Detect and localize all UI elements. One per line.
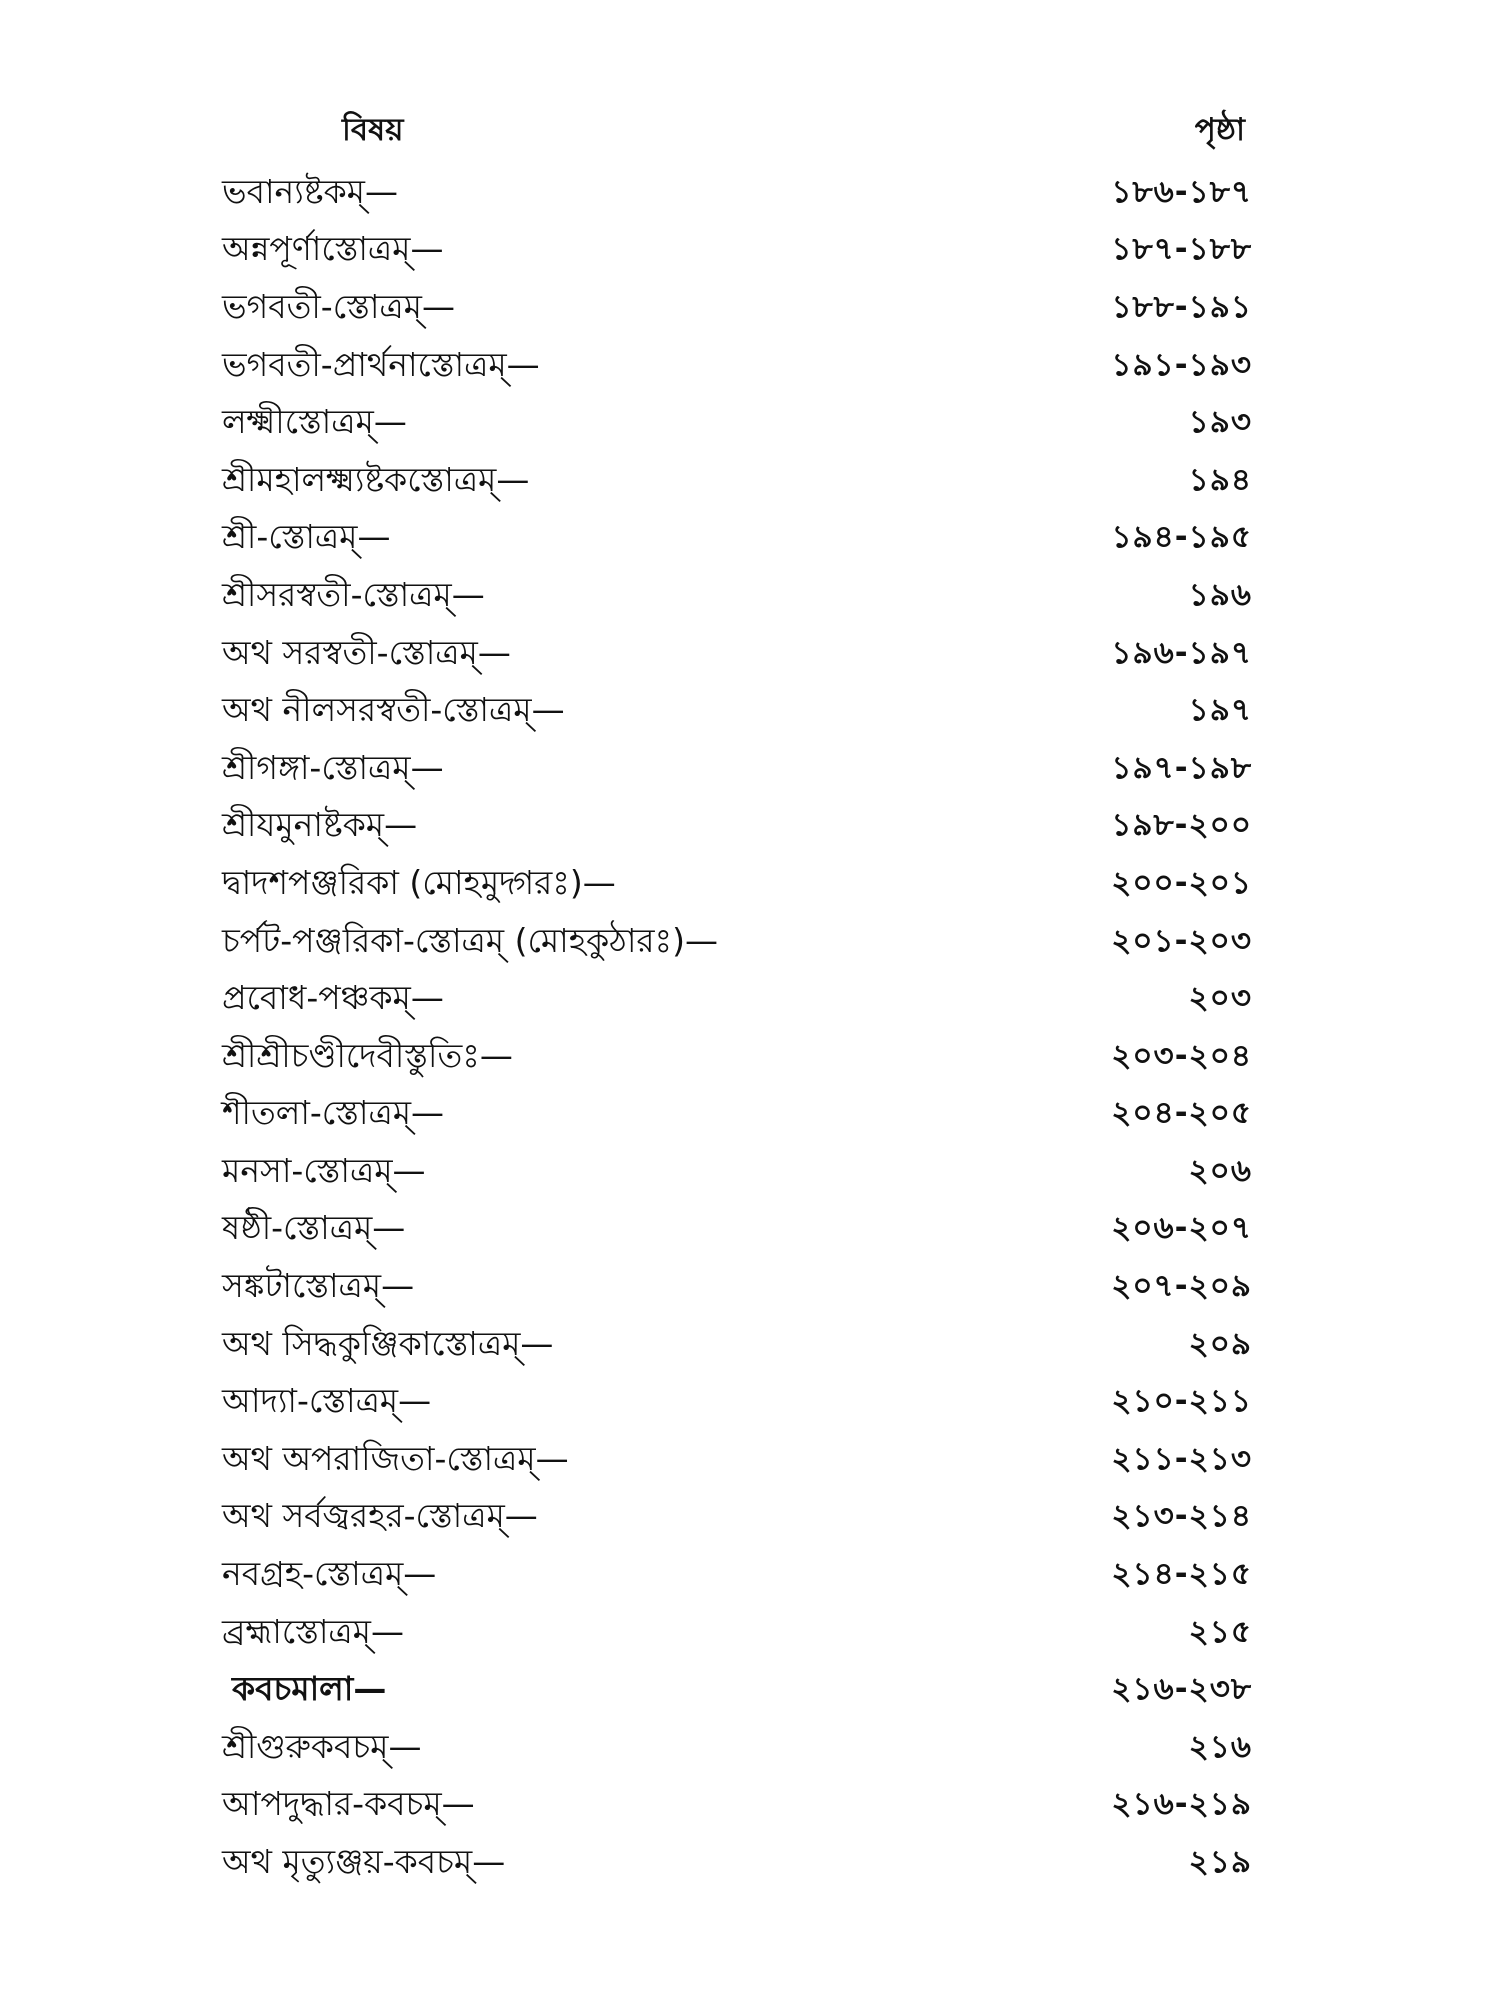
toc-entry-pages: ২১৫ [1188,1613,1252,1650]
toc-entry-pages: ২১৬-২১৯ [1111,1786,1252,1823]
toc-entry-title: ষষ্ঠী-স্তোত্রম্— [222,1208,406,1248]
toc-entry-title: অথ সর্বজ্বরহর-স্তোত্রম্— [222,1496,538,1536]
toc-section-row [222,1662,1252,1720]
toc-entry-title: দ্বাদশপঞ্জরিকা (মোহমুদ্গরঃ)— [222,862,616,902]
toc-entry-title: সঙ্কটাস্তোত্রম্— [222,1266,415,1306]
toc-entry-pages: ২০৬ [1188,1152,1252,1189]
toc-entry-pages: ২০৩ [1188,980,1252,1017]
toc-entry-title: অথ অপরাজিতা-স্তোত্রম্— [222,1438,569,1478]
toc-entry-title: শ্রীগুরুকবচম্— [222,1726,422,1766]
toc-entry-pages: ১৮৭-১৮৮ [1111,231,1252,268]
toc-entry-title: লক্ষ্মীস্তোত্রম্— [222,402,407,442]
toc-entry-pages: ১৯৬-১৯৭ [1111,634,1252,671]
toc-entry-pages: ২০৯ [1188,1325,1252,1362]
toc-entry-row [222,1720,1252,1778]
toc-entry-pages: ২০৩-২০৪ [1111,1037,1252,1074]
toc-entry-title: অন্নপূর্ণাস্তোত্রম্— [222,229,444,269]
subject-column-heading: বিষয় [342,112,404,148]
toc-entry-row [222,1547,1252,1605]
toc-entry-title: আদ্যা-স্তোত্রম্— [222,1381,432,1421]
toc-entry-title: নবগ্রহ-স্তোত্রম্— [222,1554,437,1594]
toc-header [0,98,1500,158]
toc-entry-title: শ্রীশ্রীচণ্ডীদেবীস্তুতিঃ— [222,1035,513,1075]
toc-entry-title: ভগবতী-প্রার্থনাস্তোত্রম্— [222,344,540,384]
toc-entry-title: প্রবোধ-পঞ্চকম্— [222,978,444,1018]
toc-entry-pages: ১৯৭ [1188,692,1252,729]
toc-entry-row [222,395,1252,453]
toc-entry-row [222,338,1252,396]
toc-entry-pages: ১৯৭-১৯৮ [1111,749,1252,786]
toc-entry-row [222,511,1252,569]
toc-entry-title: অথ মৃত্যুঞ্জয়-কবচম্— [222,1842,506,1882]
toc-entry-title: শ্রীযমুনাষ্টকম্— [222,805,418,845]
toc-entry-pages: ২১০-২১১ [1111,1383,1252,1420]
toc-entry-title: ভবান্যষ্টকম্— [222,171,398,211]
toc-entry-pages: ১৯৪-১৯৫ [1111,519,1252,556]
toc-entry-row [222,1029,1252,1087]
toc-entry-title: আপদুদ্ধার-কবচম্— [222,1784,475,1824]
toc-entry-pages: ১৯৬ [1188,576,1252,613]
toc-entry-title: অথ সিদ্ধকুঞ্জিকাস্তোত্রম্— [222,1323,554,1363]
toc-entry-row [222,914,1252,972]
toc-entry-row [222,626,1252,684]
toc-entry-title: শ্রী-স্তোত্রম্— [222,517,391,557]
toc-entry-title: মনসা-স্তোত্রম্— [222,1150,426,1190]
toc-entry-pages: ১৮৮-১৯১ [1111,288,1252,325]
toc-entry-row [222,971,1252,1029]
toc-entry-pages: ১৯১-১৯৩ [1111,346,1252,383]
toc-entry-pages: ২০৪-২০৫ [1111,1095,1252,1132]
toc-entry-pages: ২১৩-২১৪ [1111,1498,1252,1535]
toc-entry-title: কবচমালা— [232,1669,387,1709]
toc-entry-row [222,856,1252,914]
toc-entry-pages: ২০১-২০৩ [1111,922,1252,959]
toc-entry-pages: ২১৬ [1188,1728,1252,1765]
toc-entry-row [222,799,1252,857]
toc-entry-row [222,741,1252,799]
toc-entry-row [222,1835,1252,1893]
toc-entry-row [222,453,1252,511]
toc-entry-title: ভগবতী-স্তোত্রম্— [222,286,455,326]
toc-entry-pages: ১৯৪ [1188,461,1252,498]
toc-entry-pages: ১৯৩ [1188,404,1252,441]
toc-entry-pages: ২০৬-২০৭ [1111,1210,1252,1247]
toc-entry-title: শ্রীসরস্বতী-স্তোত্রম্— [222,574,485,614]
toc-entry-pages: ২১৪-২১৫ [1111,1556,1252,1593]
toc-entry-row [222,1432,1252,1490]
toc-entry-row [222,1202,1252,1260]
toc-entry-title: শীতলা-স্তোত্রম্— [222,1093,445,1133]
toc-entry-pages: ২১১-২১৩ [1111,1440,1252,1477]
toc-entry-row [222,1144,1252,1202]
toc-entry-row [222,1778,1252,1836]
toc-entry-row [222,1490,1252,1548]
toc-entry-row [222,1374,1252,1432]
toc-entry-pages: ২১৯ [1188,1844,1252,1881]
toc-entry-row [222,568,1252,626]
toc-entry-row [222,683,1252,741]
toc-entry-row [222,1259,1252,1317]
toc-entry-title: অথ নীলসরস্বতী-স্তোত্রম্— [222,690,565,730]
toc-entry-row [222,223,1252,281]
toc-entry-pages: ২০৭-২০৯ [1111,1268,1252,1305]
toc-entry-title: শ্রীমহালক্ষ্ম্যষ্টকস্তোত্রম্— [222,459,530,499]
toc-entry-row [222,1317,1252,1375]
page-column-heading: পৃষ্ঠা [1194,112,1245,148]
table-of-contents [222,165,1252,1893]
toc-entry-title: ব্রহ্মাস্তোত্রম্— [222,1611,404,1651]
toc-entry-title: শ্রীগঙ্গা-স্তোত্রম্— [222,747,444,787]
toc-entry-title: চর্পট-পঞ্জরিকা-স্তোত্রম্ (মোহকুঠারঃ)— [222,920,719,960]
toc-entry-pages: ১৮৬-১৮৭ [1111,173,1252,210]
toc-entry-row [222,280,1252,338]
toc-entry-row [222,165,1252,223]
toc-entry-title: অথ সরস্বতী-স্তোত্রম্— [222,632,511,672]
toc-entry-row [222,1087,1252,1145]
toc-entry-pages: ২০০-২০১ [1111,864,1252,901]
toc-entry-pages: ২১৬-২৩৮ [1111,1671,1252,1708]
toc-entry-row [222,1605,1252,1663]
toc-entry-pages: ১৯৮-২০০ [1111,807,1252,844]
